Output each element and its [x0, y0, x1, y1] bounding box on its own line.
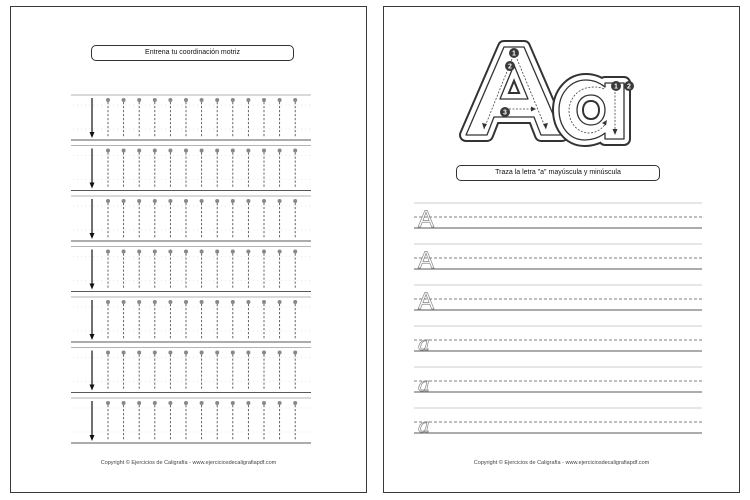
- trace-stroke: [137, 199, 141, 239]
- page-title: Entrena tu coordinación motriz: [91, 45, 294, 61]
- trace-stroke: [168, 149, 172, 189]
- trace-stroke: [293, 199, 297, 239]
- step-badge: 2: [627, 83, 631, 91]
- trace-stroke: [231, 351, 235, 391]
- trace-stroke: [153, 401, 157, 441]
- practice-line: [414, 408, 702, 437]
- trace-stroke: [246, 199, 250, 239]
- trace-stroke: [122, 401, 126, 441]
- trace-stroke: [231, 401, 235, 441]
- practice-line: [414, 326, 702, 355]
- trace-stroke: [262, 351, 266, 391]
- trace-stroke: [200, 401, 204, 441]
- trace-stroke: [200, 199, 204, 239]
- trace-stroke: [106, 199, 110, 239]
- trace-stroke: [215, 199, 219, 239]
- trace-stroke: [262, 149, 266, 189]
- trace-stroke: [168, 351, 172, 391]
- trace-stroke: [122, 351, 126, 391]
- trace-stroke: [184, 351, 188, 391]
- trace-stroke: [278, 199, 282, 239]
- trace-stroke: [293, 300, 297, 340]
- guide-letter: a: [418, 331, 430, 355]
- practice-line: [414, 367, 702, 396]
- stroke-exercise-grid: [11, 7, 366, 492]
- trace-stroke: [153, 351, 157, 391]
- trace-stroke: [293, 149, 297, 189]
- trace-stroke: [153, 149, 157, 189]
- trace-stroke: [153, 300, 157, 340]
- trace-stroke: [168, 199, 172, 239]
- guide-letter: A: [418, 206, 435, 233]
- trace-stroke: [246, 401, 250, 441]
- trace-stroke: [215, 401, 219, 441]
- trace-stroke: [293, 401, 297, 441]
- trace-stroke: [200, 149, 204, 189]
- trace-stroke: [184, 250, 188, 290]
- trace-stroke: [293, 98, 297, 138]
- trace-stroke: [122, 98, 126, 138]
- trace-stroke: [246, 98, 250, 138]
- trace-stroke: [106, 401, 110, 441]
- trace-stroke: [231, 300, 235, 340]
- trace-stroke: [106, 149, 110, 189]
- copyright-notice: Copyright © Ejercicios de Caligrafía - www.ejerciciosdecaligrafiapdf.com: [473, 460, 650, 466]
- trace-stroke: [278, 98, 282, 138]
- copyright-notice: Copyright © Ejercicios de Caligrafía - www.ejerciciosdecaligrafiapdf.com: [100, 460, 277, 466]
- guide-letter: a: [418, 413, 430, 437]
- step-badge: 3: [503, 109, 507, 117]
- letter-a-page: [383, 6, 740, 493]
- trace-stroke: [168, 98, 172, 138]
- trace-stroke: [246, 351, 250, 391]
- trace-stroke: [246, 250, 250, 290]
- guide-letter: a: [418, 372, 430, 396]
- practice-line: [414, 244, 702, 274]
- tracing-instruction: Traza la letra "a" mayúscula y minúscula: [456, 165, 660, 181]
- motor-skills-page: [10, 6, 367, 493]
- trace-stroke: [262, 401, 266, 441]
- trace-stroke: [293, 250, 297, 290]
- trace-stroke: [168, 250, 172, 290]
- trace-stroke: [200, 351, 204, 391]
- trace-stroke: [168, 300, 172, 340]
- trace-stroke: [106, 300, 110, 340]
- trace-stroke: [215, 149, 219, 189]
- trace-stroke: [262, 250, 266, 290]
- trace-stroke: [200, 250, 204, 290]
- practice-line: [414, 285, 702, 315]
- trace-stroke: [137, 401, 141, 441]
- trace-stroke: [231, 149, 235, 189]
- trace-stroke: [200, 300, 204, 340]
- trace-stroke: [106, 98, 110, 138]
- trace-stroke: [278, 300, 282, 340]
- trace-stroke: [262, 300, 266, 340]
- trace-stroke: [246, 300, 250, 340]
- trace-stroke: [122, 149, 126, 189]
- letter-tracing-area: [384, 7, 739, 492]
- trace-stroke: [215, 98, 219, 138]
- trace-stroke: [184, 300, 188, 340]
- trace-stroke: [262, 98, 266, 138]
- stroke-row: [71, 196, 311, 241]
- trace-stroke: [246, 149, 250, 189]
- trace-stroke: [153, 98, 157, 138]
- trace-stroke: [231, 199, 235, 239]
- trace-stroke: [215, 250, 219, 290]
- trace-stroke: [184, 98, 188, 138]
- stroke-row: [71, 146, 311, 191]
- trace-stroke: [184, 149, 188, 189]
- trace-stroke: [293, 351, 297, 391]
- trace-stroke: [184, 401, 188, 441]
- trace-stroke: [278, 351, 282, 391]
- practice-line: [414, 203, 702, 233]
- step-badge: 2: [508, 63, 512, 71]
- trace-stroke: [137, 351, 141, 391]
- trace-stroke: [153, 199, 157, 239]
- trace-stroke: [122, 250, 126, 290]
- trace-stroke: [278, 149, 282, 189]
- trace-stroke: [278, 401, 282, 441]
- stroke-row: [71, 348, 311, 393]
- trace-stroke: [231, 98, 235, 138]
- guide-letter: A: [418, 288, 435, 315]
- trace-stroke: [200, 98, 204, 138]
- trace-stroke: [215, 351, 219, 391]
- trace-stroke: [153, 250, 157, 290]
- trace-stroke: [122, 300, 126, 340]
- trace-stroke: [215, 300, 219, 340]
- trace-stroke: [137, 149, 141, 189]
- guide-letter: A: [418, 247, 435, 274]
- trace-stroke: [168, 401, 172, 441]
- stroke-row: [71, 398, 311, 443]
- step-badge: 1: [614, 83, 618, 91]
- trace-stroke: [106, 351, 110, 391]
- trace-stroke: [231, 250, 235, 290]
- trace-stroke: [278, 250, 282, 290]
- step-badge: 1: [512, 50, 516, 58]
- uppercase-a-model: [466, 47, 562, 135]
- stroke-row: [71, 95, 311, 140]
- trace-stroke: [122, 199, 126, 239]
- trace-stroke: [106, 250, 110, 290]
- trace-stroke: [262, 199, 266, 239]
- trace-stroke: [184, 199, 188, 239]
- stroke-row: [71, 247, 311, 292]
- trace-stroke: [137, 98, 141, 138]
- trace-stroke: [137, 300, 141, 340]
- stroke-row: [71, 297, 311, 342]
- trace-stroke: [137, 250, 141, 290]
